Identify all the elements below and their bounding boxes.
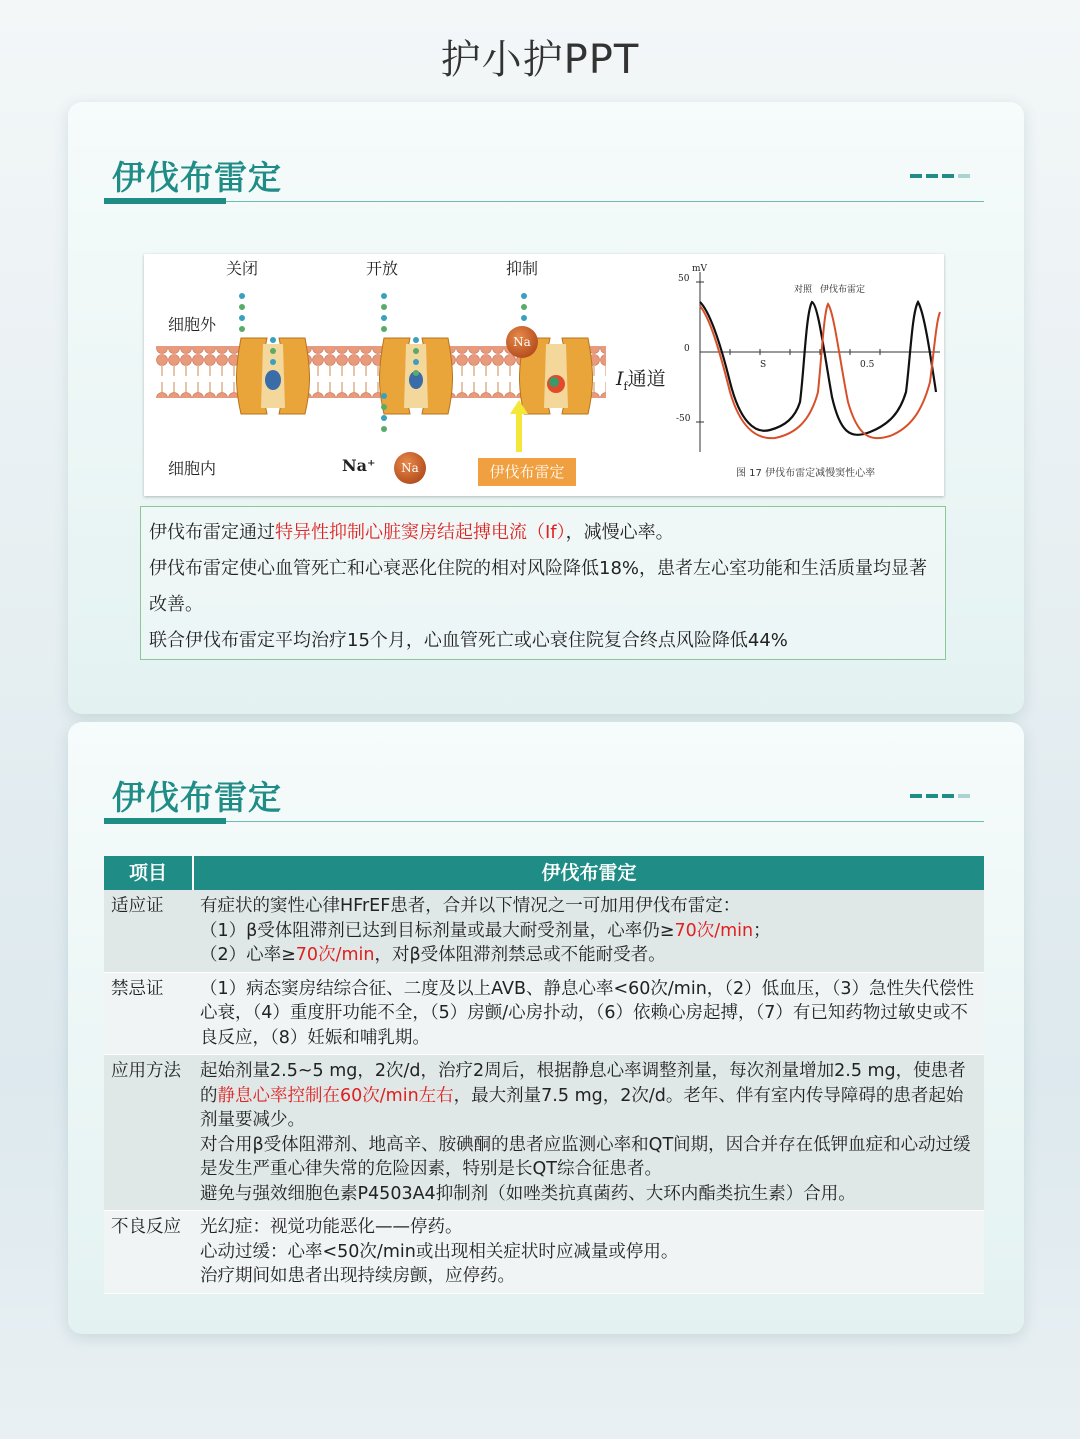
dash-decoration-icon bbox=[910, 174, 970, 178]
text: （2）心率≥ bbox=[200, 945, 296, 965]
action-potential-graph bbox=[696, 272, 940, 452]
row-label: 应用方法 bbox=[104, 1055, 193, 1211]
section-header bbox=[104, 152, 984, 212]
text: 治疗期间如患者出现持续房颤，应停药。 bbox=[200, 1266, 515, 1286]
text-line bbox=[200, 919, 978, 944]
table-row bbox=[104, 1211, 984, 1294]
section-title: 伊伐布雷定 bbox=[112, 778, 282, 817]
na-ion-icon: Na bbox=[394, 452, 426, 484]
row-label: 不良反应 bbox=[104, 1211, 193, 1294]
column-header: 伊伐布雷定 bbox=[193, 856, 984, 890]
divider-accent-bar bbox=[104, 198, 226, 204]
graph-ytick: -50 bbox=[676, 414, 691, 424]
text-line bbox=[200, 943, 978, 968]
highlight-text: 特异性抑制心脏窦房结起搏电流（If） bbox=[275, 522, 566, 543]
legend-control: 对照 bbox=[794, 285, 813, 295]
text: 心动过缓：心率<50次/min或出现相关症状时应减量或停用。 bbox=[200, 1241, 679, 1262]
highlight-text: 70次/min bbox=[295, 945, 375, 965]
row-label: 适应证 bbox=[104, 890, 193, 972]
drug-tag: 伊伐布雷定 bbox=[478, 458, 576, 486]
outside-label: 细胞外 bbox=[168, 315, 217, 334]
text: ； bbox=[753, 920, 771, 941]
state-label-open: 开放 bbox=[366, 259, 399, 278]
divider-line bbox=[104, 201, 984, 202]
column-header: 项目 bbox=[104, 856, 193, 890]
text: 光幻症：视觉功能恶化——停药。 bbox=[200, 1217, 463, 1237]
table-row bbox=[104, 890, 984, 972]
state-label-inhibited: 抑制 bbox=[506, 259, 539, 278]
text: 避免与强效细胞色素P4503A4抑制剂（如唑类抗真菌药、大环内酯类抗生素）合用。 bbox=[200, 1183, 856, 1204]
if-channel-label bbox=[616, 364, 666, 393]
text: 有症状的窦性心律HFrEF患者，合并以下情况之一可加用伊伐布雷定： bbox=[200, 896, 741, 916]
na-plus-label: Na⁺ bbox=[342, 456, 376, 475]
if-subscript: f bbox=[623, 379, 628, 393]
row-content: （1）病态窦房结综合征、二度及以上AVB、静息心率<60次/min，（2）低血压，（3）急性失代偿性心衰，（4）重度肝功能不全，（5）房颤/心房扑动，（6）依赖心房起搏，（7）有已知药物过敏史或不良反应，（8）妊娠和哺乳期。 bbox=[193, 972, 984, 1055]
card-mechanism bbox=[68, 102, 1024, 714]
graph-xtick: S bbox=[760, 360, 767, 370]
highlight-text: 70次/min bbox=[674, 920, 754, 941]
divider-line bbox=[104, 821, 984, 822]
if-symbol: I bbox=[616, 368, 624, 390]
text-line bbox=[200, 1059, 978, 1133]
text: ，最大剂量7.5 mg，2次/d。老年、伴有室内传导障碍的患者起始剂量要减少。 bbox=[200, 1085, 964, 1130]
figure-caption: 图 17 伊伐布雷定减慢窦性心率 bbox=[736, 468, 876, 479]
page-title: 护小护PPT bbox=[440, 37, 640, 83]
divider-accent-bar bbox=[104, 818, 226, 824]
drug-info-table bbox=[104, 856, 984, 1294]
summary-textbox bbox=[140, 506, 946, 660]
section-title: 伊伐布雷定 bbox=[112, 158, 282, 197]
section-header bbox=[104, 772, 984, 832]
text: 伊伐布雷定通过 bbox=[149, 522, 275, 543]
text: ，减慢心率。 bbox=[565, 522, 674, 543]
table-row bbox=[104, 972, 984, 1055]
card-table bbox=[68, 722, 1024, 1334]
text: （1）β受体阻滞剂已达到目标剂量或最大耐受剂量，心率仍≥ bbox=[200, 920, 675, 941]
table-row bbox=[104, 1055, 984, 1211]
row-content bbox=[193, 1211, 984, 1294]
row-label: 禁忌证 bbox=[104, 972, 193, 1055]
na-ion-icon: Na bbox=[506, 326, 538, 358]
highlight-text: 静息心率控制在60次/min左右 bbox=[217, 1085, 454, 1106]
table-header-row bbox=[104, 856, 984, 890]
graph-xtick: 0.5 bbox=[860, 360, 875, 370]
paragraph-risk: 伊伐布雷定使心血管死亡和心衰恶化住院的相对风险降低18%，患者左心室功能和生活质量均显著改善。 bbox=[149, 558, 928, 615]
state-label-closed: 关闭 bbox=[226, 259, 259, 278]
text: ，对β受体阻滞剂禁忌或不能耐受者。 bbox=[374, 945, 666, 965]
graph-unit: mV bbox=[692, 264, 708, 274]
text: 对合用β受体阻滞剂、地高辛、胺碘酮的患者应监测心率和QT间期，因合并存在低钾血症和心动过缓是发生严重心律失常的危险因素，特别是长QT综合征患者。 bbox=[200, 1134, 971, 1179]
row-content bbox=[193, 890, 984, 972]
legend-ivabradine: 伊伐布雷定 bbox=[820, 285, 866, 295]
if-text: 通道 bbox=[627, 368, 666, 390]
inside-label: 细胞内 bbox=[168, 459, 217, 478]
paragraph-mechanism bbox=[149, 515, 937, 551]
text: 起始剂量2.5~5 mg，2次/d，治疗2周后，根据静息心率调整剂量，每次剂量增加2.5 mg，使患者的 bbox=[200, 1061, 966, 1106]
dash-decoration-icon bbox=[910, 794, 970, 798]
row-content bbox=[193, 1055, 984, 1211]
ion-channel-figure bbox=[144, 254, 944, 496]
paragraph-endpoint: 联合伊伐布雷定平均治疗15个月，心血管死亡或心衰住院复合终点风险降低44% bbox=[149, 630, 788, 651]
graph-ytick: 50 bbox=[678, 274, 690, 284]
graph-ytick: 0 bbox=[684, 344, 690, 354]
